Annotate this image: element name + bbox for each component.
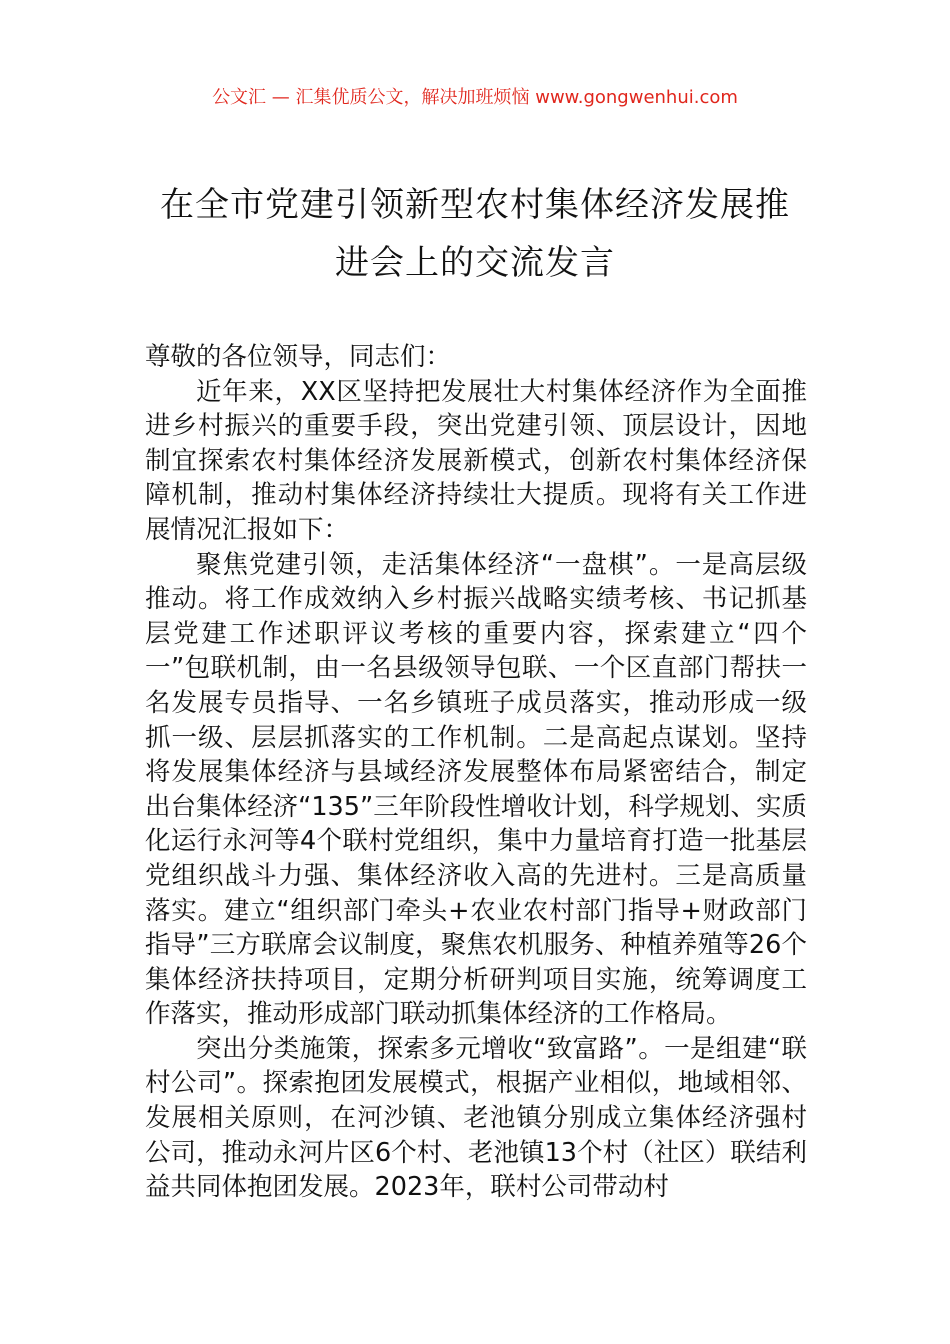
document-title: 在全市党建引领新型农村集体经济发展推进会上的交流发言 [160, 185, 790, 283]
paragraph-intro: 近年来，XX区坚持把发展壮大村集体经济作为全面推进乡村振兴的重要手段，突出党建引领、顶层设计，因地制宜探索农村集体经济发展新模式，创新农村集体经济保障机制，推动村集体经济持续壮大提质。现将有关工作进展情况汇报如下： [145, 376, 807, 545]
paragraph-classified-measures: 突出分类施策，探索多元增收“致富路”。一是组建“联村公司”。探索抱团发展模式，根据产业相似，地域相邻、发展相关原则，在河沙镇、老池镇分别成立集体经济强村公司，推动永河片区6个村、老池镇13个村（社区）联结利益共同体抱团发展。2023年，联村公司带动村 [145, 1033, 807, 1203]
document-body [145, 340, 807, 1205]
salutation: 尊敬的各位领导，同志们： [145, 342, 452, 372]
paragraph-party-building: 聚焦党建引领，走活集体经济“一盘棋”。一是高层级推动。将工作成效纳入乡村振兴战略实绩考核、书记抓基层党建工作述职评议考核的重要内容，探索建立“四个一”包联机制，由一名县级领导包联、一个区直部门帮扶一名发展专员指导、一名乡镇班子成员落实，推动形成一级抓一级、层层抓落实的工作机制。二是高起点谋划。坚持将发展集体经济与县域经济发展整体布局紧密结合，制定出台集体经济“135”三年阶段性增收计划，科学规划、实质化运行永河等4个联村党组织，集中力量培育打造一批基层党组织战斗力强、集体经济收入高的先进村。三是高质量落实。建立“组织部门牵头+农业农村部门指导+财政部门指导”三方联席会议制度，聚焦农机服务、种植养殖等26个集体经济扶持项目，定期分析研判项目实施，统筹调度工作落实，推动形成部门联动抓集体经济的工作格局。 [145, 549, 807, 1030]
header-banner: 公文汇 — 汇集优质公文，解决加班烦恼 www.gongwenhui.com [212, 87, 738, 108]
